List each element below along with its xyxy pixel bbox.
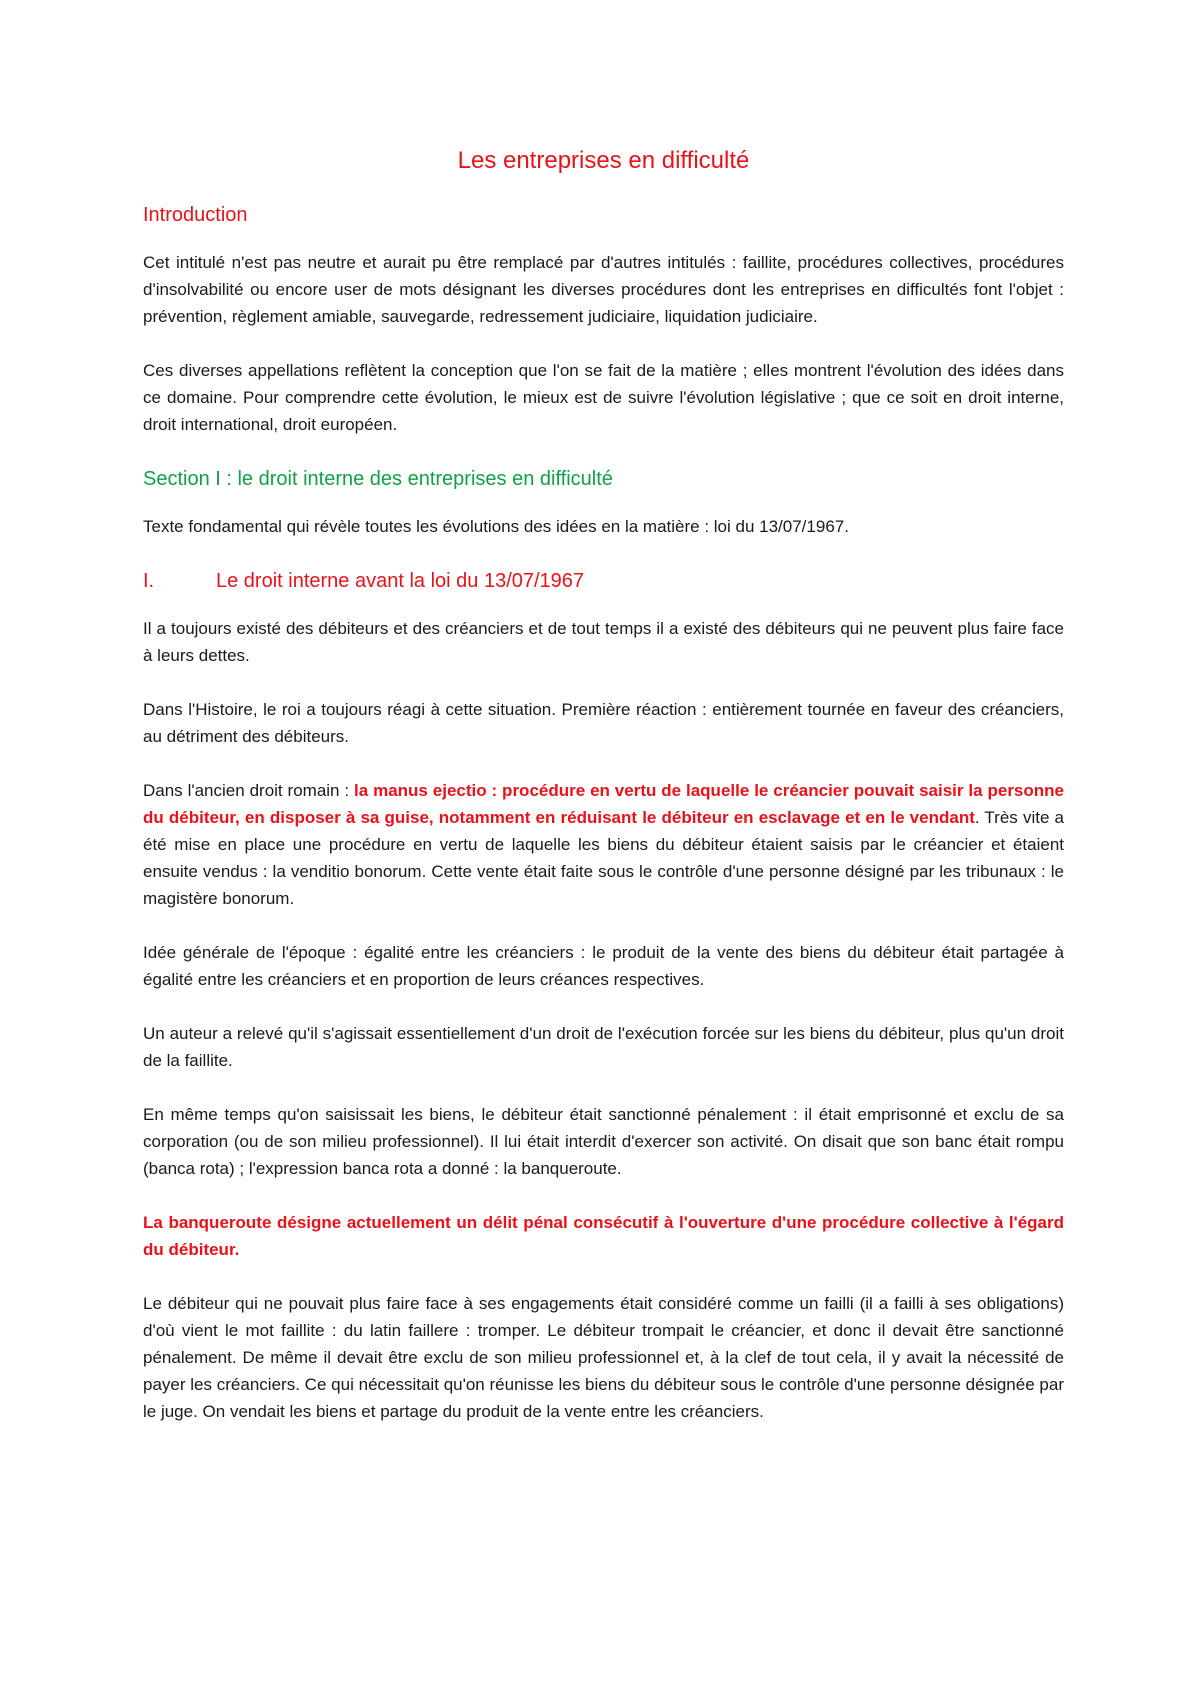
paragraph-egalite: Idée générale de l'époque : égalité entre les créanciers : le produit de la vente des biens du débiteur était partagée à égalité entre les créanciers et en proportion de leurs créances respectives. [143,943,1064,989]
droit-romain-rest: . Très vite a été mise en place une procédure en vertu de laquelle les biens du débiteur étaient saisis par le créancier et étaient ensuite vendus : la venditio bonorum. Cette vente était faite sous le contrôle d'une personne désigné par les tribunaux : le magistère bonorum. [143,808,1064,908]
droit-romain-intro: Dans l'ancien droit romain : [143,781,355,800]
document-title: Les entreprises en difficulté [457,147,750,174]
introduction-heading: Introduction [143,204,248,226]
paragraph-debiteurs: Il a toujours existé des débiteurs et des créanciers et de tout temps il a existé des débiteurs qui ne peuvent plus faire face à leurs dettes. [143,619,1064,665]
intro-paragraph-1: Cet intitulé n'est pas neutre et aurait pu être remplacé par d'autres intitulés : faillite, procédures collectives, procédures d'insolvabilité ou encore user de mots désignant les diverses procédures dont les entreprises en difficultés font l'objet : prévention, règlement amiable, sauvegarde, redressement judiciaire, liquidation judiciaire. [143,253,1064,326]
paragraph-auteur: Un auteur a relevé qu'il s'agissait essentiellement d'un droit de l'exécution forcée sur les biens du débiteur, plus qu'un droit de la faillite. [143,1024,1064,1070]
part-1-number: I. [143,570,155,592]
part-1-heading [143,567,1064,595]
section-1-paragraph: Texte fondamental qui révèle toutes les évolutions des idées en la matière : loi du 13/07/1967. [143,517,849,536]
paragraph-failli: Le débiteur qui ne pouvait plus faire face à ses engagements était considéré comme un failli (il a failli à ses obligations) d'où vient le mot faillite : du latin faillere : tromper. Le débiteur trompait le créancier, et donc il devait être sanctionné pénalement. De même il devait être exclu de son milieu professionnel et, à la clef de tout cela, il y avait la nécessité de payer les créanciers. Ce qui nécessitait qu'on réunisse les biens du débiteur sous le contrôle d'une personne désignée par le juge. On vendait les biens et partage du produit de la vente entre les créanciers. [143,1294,1064,1421]
paragraph-droit-romain [143,777,1064,912]
section-1-heading: Section I : le droit interne des entreprises en difficulté [143,468,613,490]
intro-paragraph-2: Ces diverses appellations reflètent la conception que l'on se fait de la matière ; elles montrent l'évolution des idées dans ce domaine. Pour comprendre cette évolution, le mieux est de suivre l'évolution législative ; que ce soit en droit interne, droit international, droit européen. [143,361,1064,434]
manus-ejectio-highlight: la manus ejectio : procédure en vertu de laquelle le créancier pouvait saisir la personne du débiteur, en disposer à sa guise, notamment en réduisant le débiteur en esclavage et en le vendant [143,781,1064,827]
part-1-title: Le droit interne avant la loi du 13/07/1967 [216,570,585,592]
paragraph-histoire: Dans l'Histoire, le roi a toujours réagi à cette situation. Première réaction : entièrement tournée en faveur des créanciers, au détriment des débiteurs. [143,700,1064,746]
paragraph-penal: En même temps qu'on saisissait les biens, le débiteur était sanctionné pénalement : il était emprisonné et exclu de sa corporation (ou de son milieu professionnel). Il lui était interdit d'exercer son activité. On disait que son banc était rompu (banca rota) ; l'expression banca rota a donné : la banqueroute. [143,1105,1064,1178]
paragraph-banqueroute: La banqueroute désigne actuellement un délit pénal consécutif à l'ouverture d'une procédure collective à l'égard du débiteur. [143,1213,1064,1259]
document-content [143,145,1064,1452]
